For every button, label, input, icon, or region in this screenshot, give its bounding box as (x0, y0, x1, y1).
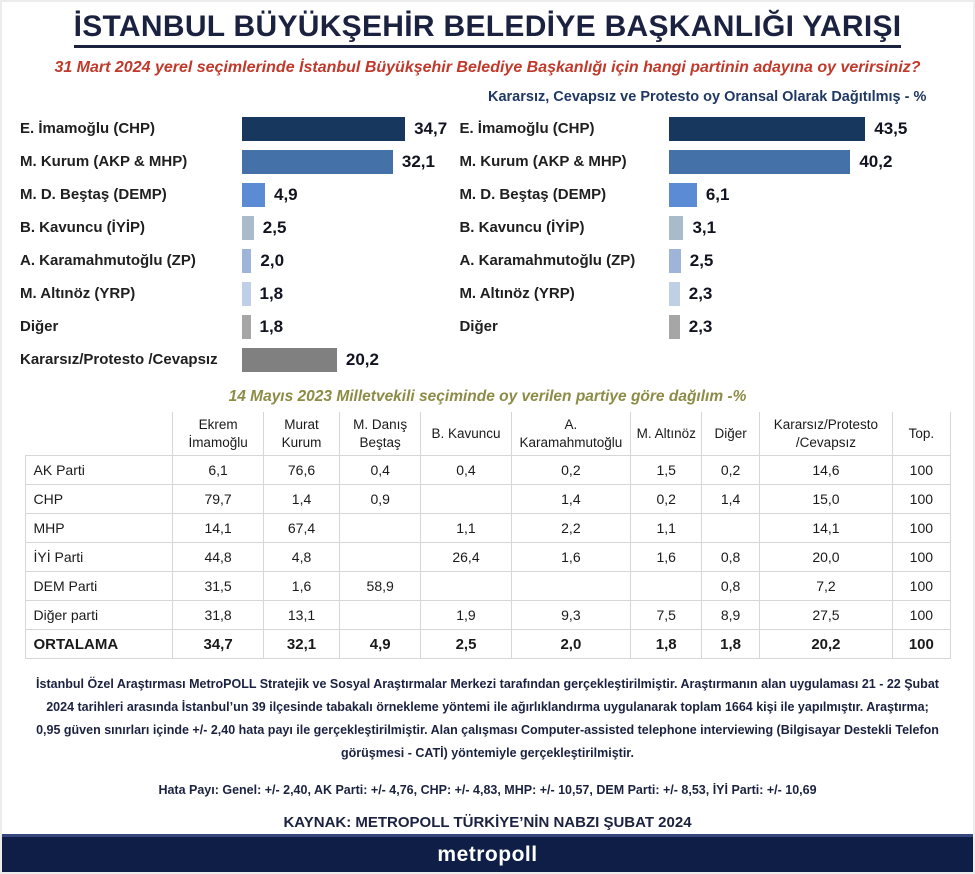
table-cell: 1,5 (630, 456, 702, 485)
bar (669, 150, 850, 174)
category-label: Diğer (459, 318, 498, 335)
bar-value: 34,7 (414, 118, 448, 138)
source-line: KAYNAK: METROPOLL TÜRKİYE’NİN NABZI ŞUBAT 2024 (283, 813, 692, 831)
table-header-cell: Diğer (702, 412, 759, 456)
table-cell: 79,7 (173, 485, 264, 514)
bar-row (459, 244, 955, 277)
table-cell: 76,6 (263, 456, 339, 485)
table-cell: 100 (893, 543, 950, 572)
category-label: M. D. Beştaş (DEMP) (20, 186, 167, 203)
table-cell: 1,6 (511, 543, 630, 572)
table-cell: 7,2 (759, 572, 893, 601)
bar-row (459, 277, 955, 310)
bar-row (20, 112, 459, 145)
bar (669, 315, 679, 339)
table-cell: 0,4 (421, 456, 512, 485)
category-label: M. Kurum (AKP & MHP) (459, 153, 627, 170)
table-cell: 0,2 (702, 456, 759, 485)
table-row (25, 456, 950, 485)
table-cell (630, 572, 702, 601)
bar-row (20, 211, 459, 244)
table-cell: 31,5 (173, 572, 264, 601)
table-header-cell: Kararsız/Protesto /Cevapsız (759, 412, 893, 456)
category-label: Kararsız/Protesto /Cevapsız (20, 351, 218, 368)
table-cell: 20,2 (759, 630, 893, 659)
table-cell: 1,1 (630, 514, 702, 543)
table-cell (340, 601, 421, 630)
table-cell: 67,4 (263, 514, 339, 543)
bar-row (20, 178, 459, 211)
bar-value: 2,3 (688, 283, 713, 303)
table-cell: 1,4 (511, 485, 630, 514)
category-label: B. Kavuncu (İYİP) (459, 219, 585, 236)
bar-row (459, 178, 955, 211)
table-row (25, 543, 950, 572)
table-cell: 100 (893, 572, 950, 601)
bar (669, 183, 696, 207)
bar (242, 315, 251, 339)
bar-value: 6,1 (705, 184, 730, 204)
table-cell: 1,6 (630, 543, 702, 572)
table-title: 14 Mayıs 2023 Milletvekili seçiminde oy verilen partiye göre dağılım -% (228, 388, 747, 405)
table-cell: 100 (893, 485, 950, 514)
table-cell (421, 572, 512, 601)
table-cell (511, 572, 630, 601)
row-label: ORTALAMA (25, 630, 173, 659)
table-cell: 0,4 (340, 456, 421, 485)
bar (669, 249, 680, 273)
bar-row (20, 343, 459, 376)
table-cell (340, 543, 421, 572)
survey-question: 31 Mart 2024 yerel seçimlerinde İstanbul Büyükşehir Belediye Başkanlığı için hangi partinin adayına oy verirsiniz? (54, 59, 921, 76)
bar-row (459, 145, 955, 178)
row-label: MHP (25, 514, 173, 543)
bar-row (20, 310, 459, 343)
methodology-note: İstanbul Özel Araştırması MetroPOLL Stratejik ve Sosyal Araştırmalar Merkezi tarafından gerçekleştirilmiştir. Araştırmanın alan uygulaması 21 - 22 Şubat 2024 tarihleri arasında İstanbul’un 39 ilçesinde tabakalı örnekleme yöntemi ile ağırlıklandırma uygulanarak toplam 1664 kişi ile yapılmıştır. Araştırma; 0,95 güven sınırları içinde +/- 2,40 hata payı ile gerçekleştirilmiştir. Alan çalışması Computer-assisted telephone interviewing (Bilgisayar Destekli Telefon görüşmesi - CATİ) yöntemiyle gerçekleştirilmiştir. (36, 677, 939, 761)
table-cell: 8,9 (702, 601, 759, 630)
table-row (25, 485, 950, 514)
table-cell: 1,8 (630, 630, 702, 659)
bar (242, 183, 265, 207)
table-cell: 32,1 (263, 630, 339, 659)
bar (242, 282, 251, 306)
row-label: DEM Parti (25, 572, 173, 601)
table-cell: 4,8 (263, 543, 339, 572)
table-header-cell: M. Altınöz (630, 412, 702, 456)
table-cell: 34,7 (173, 630, 264, 659)
table-header (25, 412, 950, 456)
category-label: M. Altınöz (YRP) (459, 285, 575, 302)
table-cell: 4,9 (340, 630, 421, 659)
category-label: E. İmamoğlu (CHP) (459, 120, 595, 137)
metropoll-logo: metropoll (437, 842, 538, 866)
table-header-cell: B. Kavuncu (421, 412, 512, 456)
table-cell (421, 485, 512, 514)
row-label: Diğer parti (25, 601, 173, 630)
bar-value: 1,8 (259, 316, 284, 336)
page-title-text: İSTANBUL BÜYÜKŞEHİR BELEDİYE BAŞKANLIĞI YARIŞI (74, 10, 902, 48)
category-label: E. İmamoğlu (CHP) (20, 120, 156, 137)
category-label: B. Kavuncu (İYİP) (20, 219, 146, 236)
table-cell: 1,1 (421, 514, 512, 543)
table-cell: 14,1 (173, 514, 264, 543)
bar-row (20, 244, 459, 277)
bar-value: 32,1 (401, 151, 435, 171)
table-cell: 27,5 (759, 601, 893, 630)
bar-value: 2,5 (689, 250, 714, 270)
bar-value: 4,9 (274, 184, 298, 204)
table-cell: 44,8 (173, 543, 264, 572)
table-cell: 15,0 (759, 485, 893, 514)
row-label: İYİ Parti (25, 543, 173, 572)
table-cell (702, 514, 759, 543)
table-cell: 100 (893, 514, 950, 543)
bar (242, 249, 251, 273)
category-label: Diğer (20, 318, 59, 335)
table-cell (340, 514, 421, 543)
table-cell: 2,0 (511, 630, 630, 659)
table-header-cell: Top. (893, 412, 950, 456)
charts-section (2, 87, 973, 376)
table-cell: 1,9 (421, 601, 512, 630)
table-cell: 26,4 (421, 543, 512, 572)
table-cell: 0,8 (702, 543, 759, 572)
table-cell: 9,3 (511, 601, 630, 630)
table-cell: 0,2 (511, 456, 630, 485)
table-cell: 13,1 (263, 601, 339, 630)
page-title (2, 2, 973, 44)
table-cell: 100 (893, 630, 950, 659)
bar-value: 43,5 (874, 118, 908, 138)
table-row (25, 514, 950, 543)
bar (669, 117, 865, 141)
table-cell: 0,8 (702, 572, 759, 601)
bar-value: 3,1 (692, 217, 717, 237)
table-cell: 6,1 (173, 456, 264, 485)
table-header-cell (25, 412, 173, 456)
table-cell: 14,1 (759, 514, 893, 543)
table-cell: 58,9 (340, 572, 421, 601)
category-label: M. Kurum (AKP & MHP) (20, 153, 188, 170)
table-row (25, 601, 950, 630)
bar-row (20, 145, 459, 178)
table-header-cell: A. Karamahmutoğlu (511, 412, 630, 456)
bar-row (459, 112, 955, 145)
table-cell: 1,4 (263, 485, 339, 514)
table-cell: 31,8 (173, 601, 264, 630)
raw-results-chart (20, 87, 459, 376)
table-row (25, 572, 950, 601)
table-cell: 7,5 (630, 601, 702, 630)
category-label: A. Karamahmutoğlu (ZP) (20, 252, 196, 269)
table-cell: 0,2 (630, 485, 702, 514)
bar-row (459, 310, 955, 343)
table-header-cell: Murat Kurum (263, 412, 339, 456)
table-cell: 1,4 (702, 485, 759, 514)
error-margins-note: Hata Payı: Genel: +/- 2,40, AK Parti: +/- 4,76, CHP: +/- 4,83, MHP: +/- 10,57, DEM Parti: +/- 8,53, İYİ Parti: +/- 10,69 (158, 782, 817, 797)
distributed-results-chart (459, 112, 955, 343)
row-label: AK Parti (25, 456, 173, 485)
table-cell: 2,5 (421, 630, 512, 659)
bar (669, 282, 679, 306)
category-label: M. D. Beştaş (DEMP) (459, 186, 607, 203)
table-header-cell: M. Danış Beştaş (340, 412, 421, 456)
party-distribution-table (25, 412, 951, 659)
bar (669, 216, 683, 240)
bar-row (459, 211, 955, 244)
table-cell: 1,6 (263, 572, 339, 601)
category-label: A. Karamahmutoğlu (ZP) (459, 252, 636, 269)
bar (242, 216, 254, 240)
bar (242, 348, 337, 372)
table-cell: 0,9 (340, 485, 421, 514)
bar-value: 2,0 (260, 250, 285, 270)
bar-value: 1,8 (259, 283, 284, 303)
table-header-cell: Ekrem İmamoğlu (173, 412, 264, 456)
row-label: CHP (25, 485, 173, 514)
table-cell: 20,0 (759, 543, 893, 572)
bar (242, 150, 393, 174)
table-cell: 2,2 (511, 514, 630, 543)
bar-row (20, 277, 459, 310)
table-cell: 100 (893, 456, 950, 485)
category-label: M. Altınöz (YRP) (20, 285, 136, 302)
table-cell: 14,6 (759, 456, 893, 485)
table-row (25, 630, 950, 659)
bar-value: 2,5 (262, 217, 287, 237)
bar-value: 20,2 (345, 349, 379, 369)
bar-value: 2,3 (688, 316, 713, 336)
table-cell: 1,8 (702, 630, 759, 659)
bottom-brand-bar (2, 834, 973, 872)
table-cell: 100 (893, 601, 950, 630)
distributed-chart-title: Kararsız, Cevapsız ve Protesto oy Oransal Olarak Dağıtılmış - % (488, 89, 927, 105)
distributed-results-chart-wrap (459, 87, 955, 376)
bar (242, 117, 405, 141)
bar-value: 40,2 (859, 151, 893, 171)
